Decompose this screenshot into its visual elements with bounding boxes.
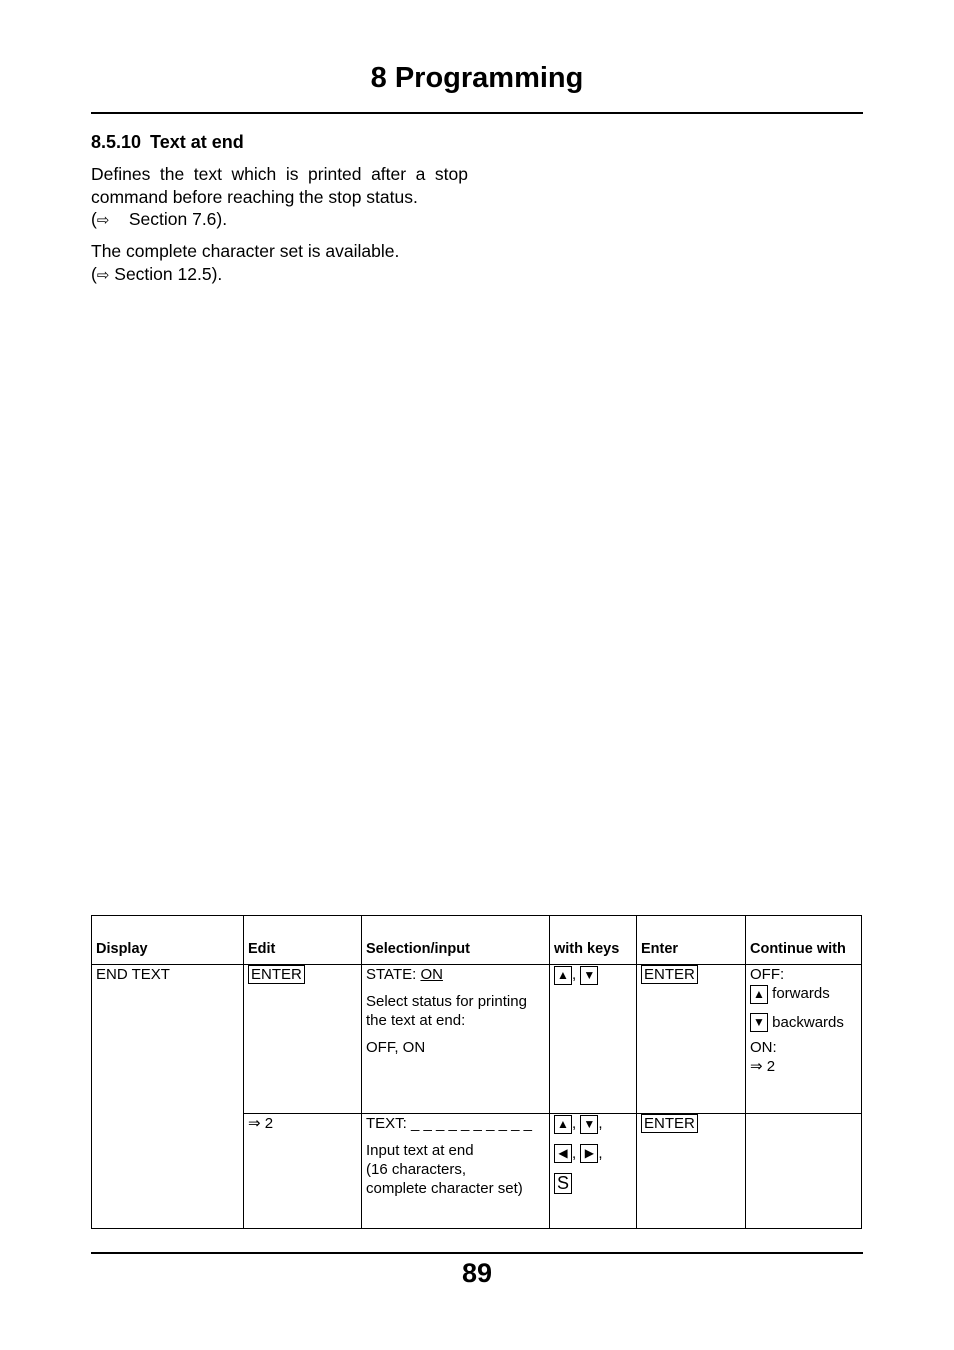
reference-arrow-icon: ⇨ bbox=[96, 266, 110, 284]
table-header-row bbox=[92, 916, 862, 965]
header-continue-with: Continue with bbox=[746, 916, 862, 965]
description-line: Input text at end bbox=[366, 1142, 474, 1159]
down-arrow-key-icon: ▼ bbox=[750, 1013, 768, 1032]
description-line: the text at end: bbox=[366, 1012, 466, 1029]
forwards-label: forwards bbox=[772, 985, 830, 1002]
down-arrow-key-icon: ▼ bbox=[580, 1115, 598, 1134]
options-line: OFF, ON bbox=[366, 1039, 426, 1056]
header-with-keys: with keys bbox=[550, 916, 637, 965]
selection-cell bbox=[362, 1114, 550, 1229]
implies-arrow-icon: ⇒ bbox=[248, 1115, 261, 1132]
edit-target: 2 bbox=[264, 1115, 274, 1132]
intro-text: Defines the text which is printed after a stop command before reaching the stop status. bbox=[91, 164, 468, 207]
implies-arrow-icon: ⇒ bbox=[750, 1058, 763, 1076]
description-line: Select status for printing bbox=[366, 993, 527, 1010]
description-line: complete character set) bbox=[366, 1180, 523, 1197]
header-selection-input: Selection/input bbox=[362, 916, 550, 965]
section-number: 8.5.10 bbox=[91, 132, 142, 152]
enter-key: ENTER bbox=[248, 965, 305, 984]
on-label: ON: bbox=[750, 1039, 777, 1057]
intro-paragraph: Defines the text which is printed after a stop command before reaching the stop status. (⇨ Section 7.6). bbox=[91, 164, 468, 229]
enter-cell bbox=[637, 1114, 746, 1229]
chapter-title: 8 Programming bbox=[370, 62, 584, 94]
up-arrow-key-icon: ▲ bbox=[554, 966, 572, 985]
section-reference-link[interactable]: Section 12.5). bbox=[114, 263, 223, 284]
reference-arrow-icon: ⇨ bbox=[96, 212, 110, 229]
charset-text: The complete character set is available. bbox=[91, 241, 400, 261]
continue-target: 2 bbox=[766, 1058, 776, 1076]
section-title: Text at end bbox=[150, 132, 244, 152]
page-number: 89 bbox=[461, 1258, 493, 1288]
keys-cell: ▲ , ▼ bbox=[550, 965, 637, 1114]
state-value: ON bbox=[420, 966, 443, 983]
table-row bbox=[92, 965, 862, 1114]
continue-cell bbox=[746, 965, 862, 1114]
selection-cell bbox=[362, 965, 550, 1114]
enter-cell bbox=[637, 965, 746, 1114]
header-rule bbox=[91, 112, 863, 114]
edit-cell bbox=[244, 965, 362, 1114]
display-text: END TEXT bbox=[96, 966, 170, 983]
up-arrow-key-icon: ▲ bbox=[554, 1115, 572, 1134]
keys-cell: ▲ , ▼ , ◀ , ▶ , S bbox=[550, 1114, 637, 1229]
header-enter: Enter bbox=[637, 916, 746, 965]
left-arrow-key-icon: ◀ bbox=[554, 1144, 572, 1163]
state-line: STATE: ON bbox=[366, 966, 443, 983]
up-arrow-key-icon: ▲ bbox=[750, 985, 768, 1004]
section-heading bbox=[91, 132, 244, 153]
s-key-icon: S bbox=[554, 1173, 572, 1194]
off-label: OFF: bbox=[750, 966, 785, 983]
charset-paragraph: The complete character set is available. (⇨ Section 12.5). bbox=[91, 241, 400, 284]
header-edit: Edit bbox=[244, 916, 362, 965]
enter-key: ENTER bbox=[641, 965, 698, 984]
right-arrow-key-icon: ▶ bbox=[580, 1144, 598, 1163]
header-display: Display bbox=[92, 916, 244, 965]
footer-rule bbox=[91, 1252, 863, 1254]
section-reference-link[interactable]: Section 7.6). bbox=[128, 209, 228, 229]
description-line: (16 characters, bbox=[366, 1161, 467, 1178]
edit-cell bbox=[244, 1114, 362, 1229]
display-cell bbox=[92, 965, 244, 1229]
continue-cell bbox=[746, 1114, 862, 1229]
programming-table bbox=[91, 915, 862, 1229]
backwards-label: backwards bbox=[772, 1013, 844, 1031]
text-input-line: TEXT: _ _ _ _ _ _ _ _ _ _ bbox=[366, 1115, 532, 1132]
enter-key: ENTER bbox=[641, 1114, 698, 1133]
down-arrow-key-icon: ▼ bbox=[580, 966, 598, 985]
